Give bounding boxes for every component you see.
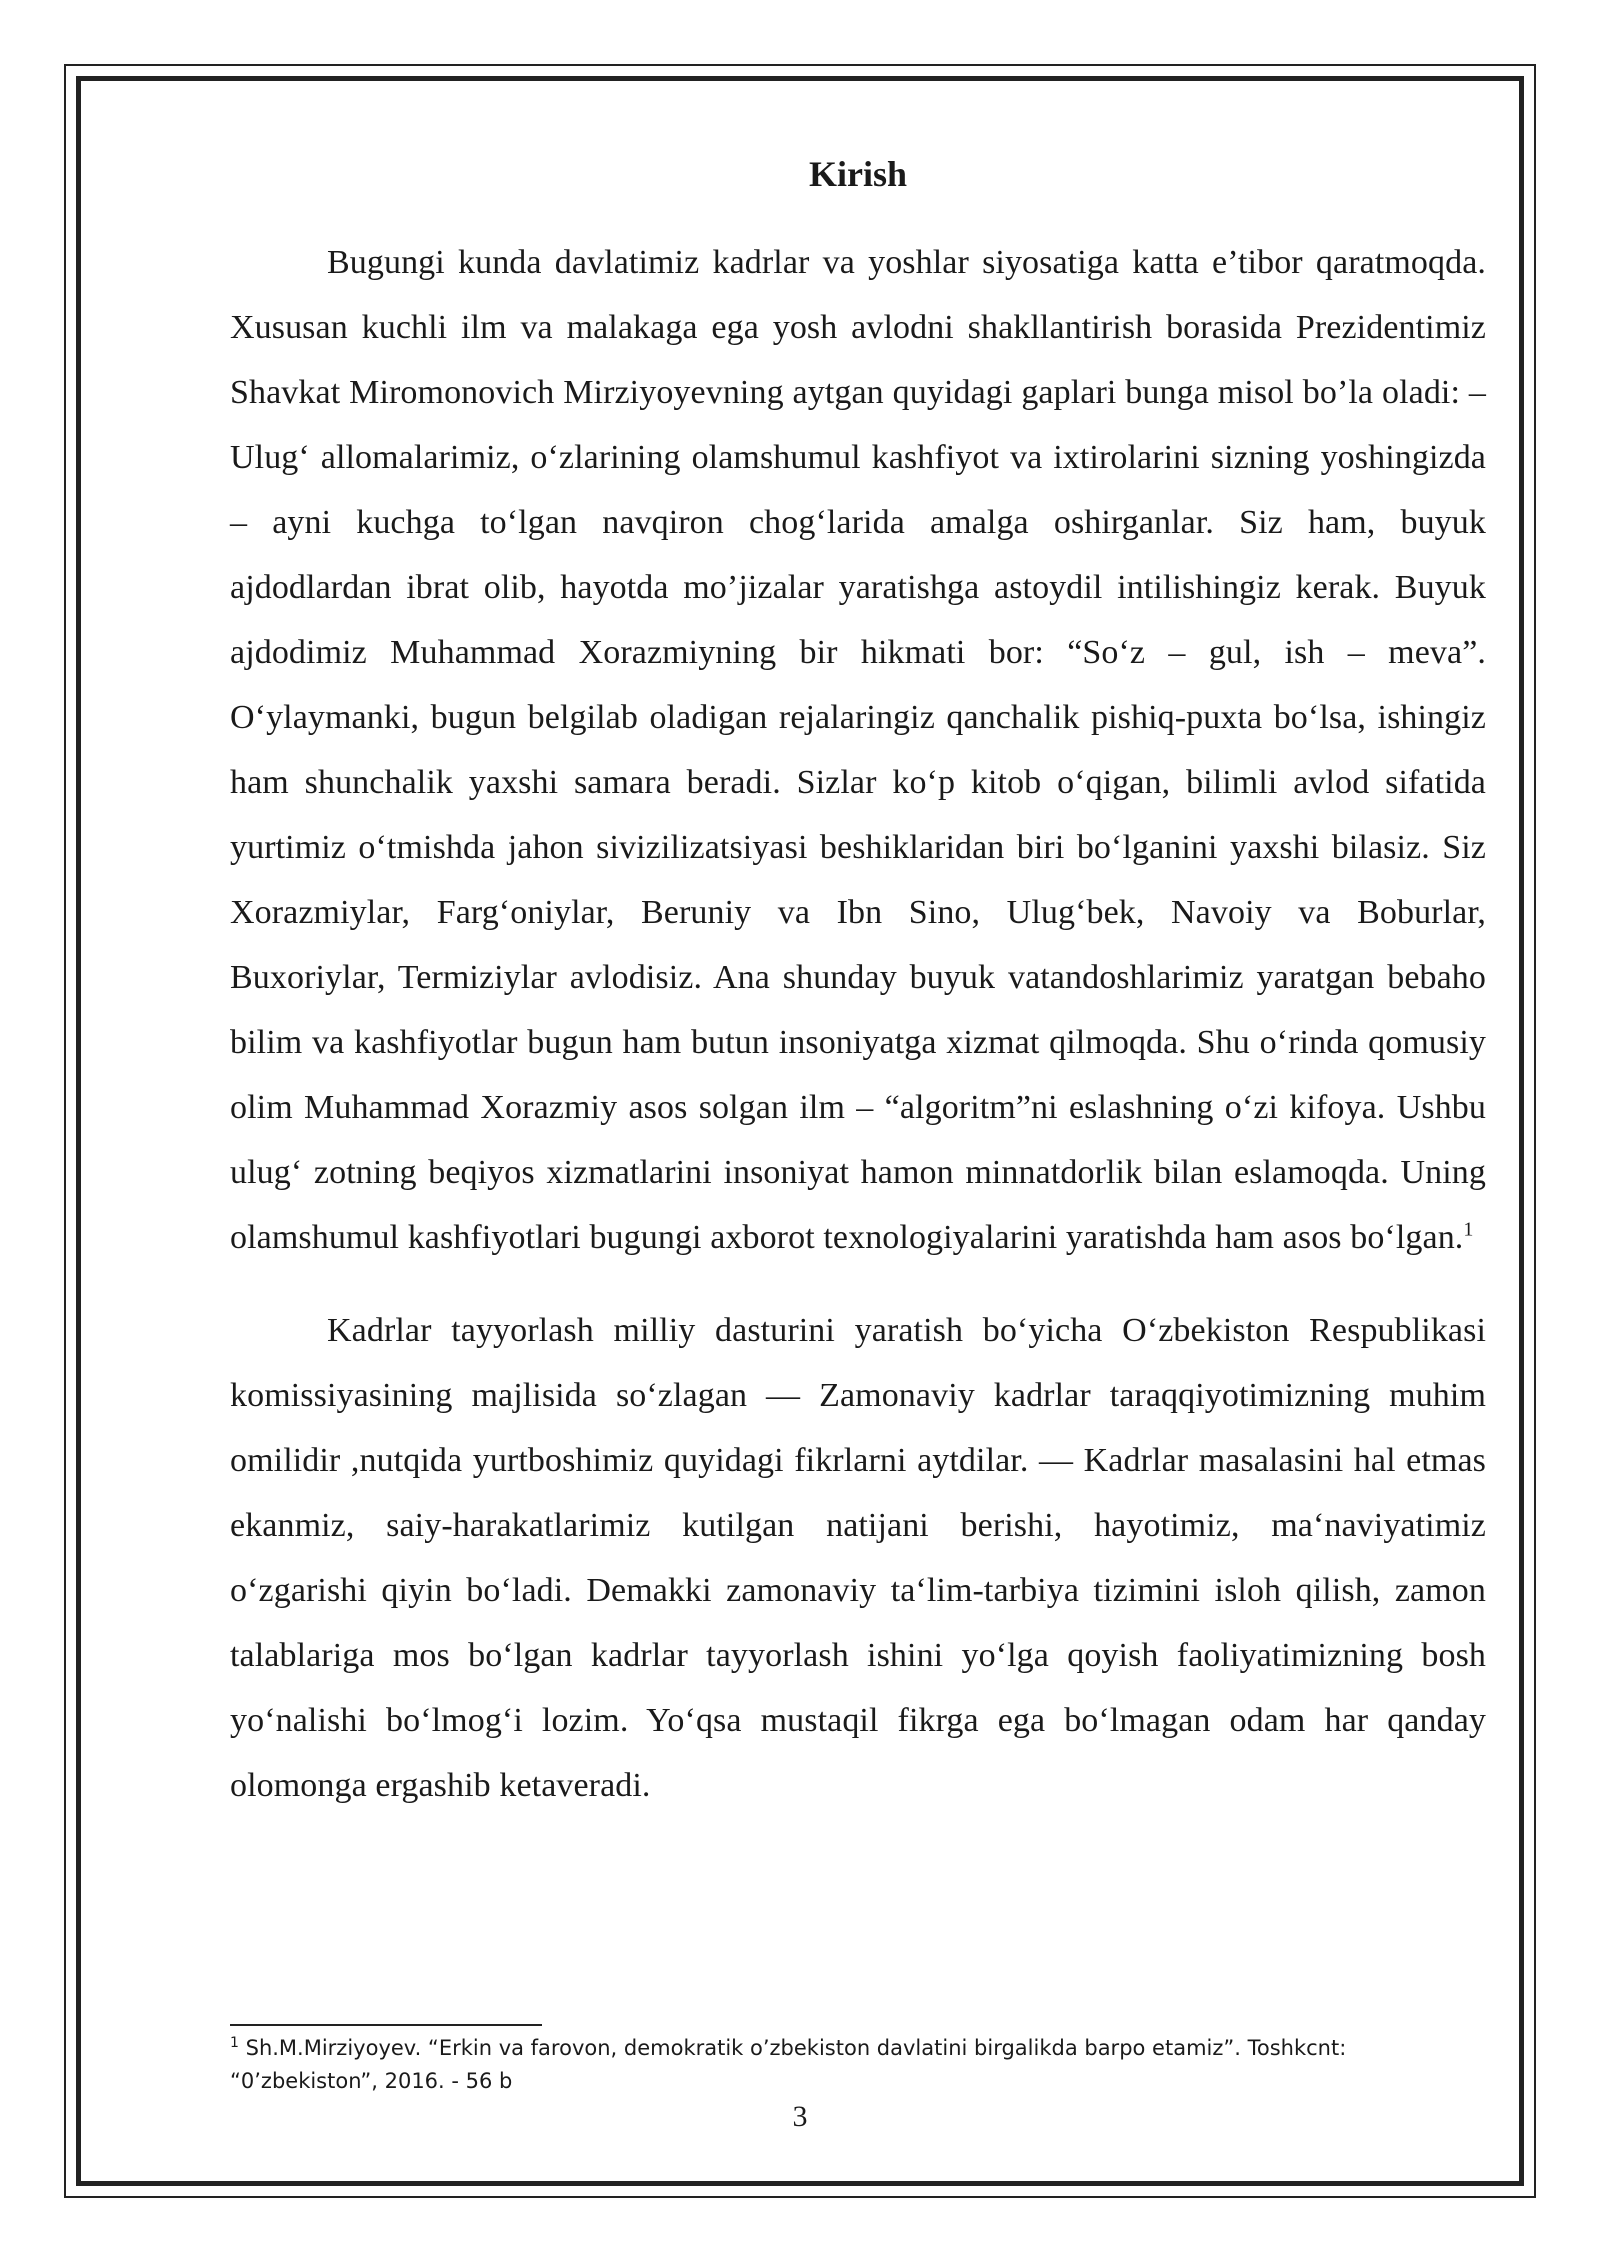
document-body [230, 148, 1486, 1818]
footnote-text: Sh.M.Mirziyoyev. “Erkin va farovon, demokratik o’zbekiston davlatini birgalikda barpo etamiz”. Toshkcnt: “0’zbekiston”, 2016. - 56 b [230, 2036, 1347, 2093]
footnote-number: 1 [230, 2035, 239, 2051]
footnote-separator [230, 2024, 542, 2026]
paragraph-intro [230, 230, 1486, 1270]
footnote-reference[interactable]: 1 [1463, 1218, 1474, 1241]
paragraph-intro-text: Bugungi kunda davlatimiz kadrlar va yoshlar siyosatiga katta e’tibor qaratmoqda. Xususan kuchli ilm va malakaga ega yosh avlodni shakllantirish borasida Prezidentimiz Shavkat Miromonovich Mirziyoyevning aytgan quyidagi gaplari bunga misol bo’la oladi: – Ulug‘ allomalarimiz, o‘zlarining olamshumul kashfiyot va ixtirolarini sizning yoshingizda – ayni kuchga to‘lgan navqiron chog‘larida amalga oshirganlar. Siz ham, buyuk ajdodlardan ibrat olib, hayotda mo’jizalar yaratishga astoydil intilishingiz kerak. Buyuk ajdodimiz Muhammad Xorazmiyning bir hikmati bor: “So‘z – gul, ish – meva”. O‘ylaymanki, bugun belgilab oladigan rejalaringiz qanchalik pishiq-puxta bo‘lsa, ishingiz ham shunchalik yaxshi samara beradi. Sizlar ko‘p kitob o‘qigan, bilimli avlod sifatida yurtimiz o‘tmishda jahon sivizilizatsiyasi beshiklaridan biri bo‘lganini yaxshi bilasiz. Siz Xorazmiylar, Farg‘oniylar, Beruniy va Ibn Sino, Ulug‘bek, Navoiy va Boburlar, Buxoriylar, Termiziylar avlodisiz. Ana shunday buyuk vatandoshlarimiz yaratgan bebaho bilim va kashfiyotlar bugun ham butun insoniyatga xizmat qilmoqda. Shu o‘rinda qomusiy olim Muhammad Xorazmiy asos solgan ilm – “algoritm”ni eslashning o‘zi kifoya. Ushbu ulug‘ zotning beqiyos xizmatlarini insoniyat hamon minnatdorlik bilan eslamoqda. Uning olamshumul kashfiyotlari bugungi axborot texnologiyalarini yaratishda ham asos bo‘lgan. [230, 244, 1486, 1256]
paragraph-cadres: Kadrlar tayyorlash milliy dasturini yaratish bo‘yicha O‘zbekiston Respublikasi komissiyasining majlisida so‘zlagan — Zamonaviy kadrlar taraqqiyotimizning muhim omilidir ,nutqida yurtboshimiz quyidagi fikrlarni aytdilar. — Kadrlar masalasini hal etmas ekanmiz, saiy-harakatlarimiz kutilgan natijani berishi, hayotimiz, ma‘naviyatimiz o‘zgarishi qiyin bo‘ladi. Demakki zamonaviy ta‘lim-tarbiya tizimini isloh qilish, zamon talablariga mos bo‘lgan kadrlar tayyorlash ishini yo‘lga qoyish faoliyatimizning bosh yo‘nalishi bo‘lmog‘i lozim. Yo‘qsa mustaqil fikrga ega bo‘lmagan odam har qanday olomonga ergashib ketaveradi. [230, 1312, 1486, 1804]
footnote [230, 2032, 1486, 2098]
page-number: 3 [792, 2100, 808, 2133]
page-title: Kirish [808, 154, 907, 194]
